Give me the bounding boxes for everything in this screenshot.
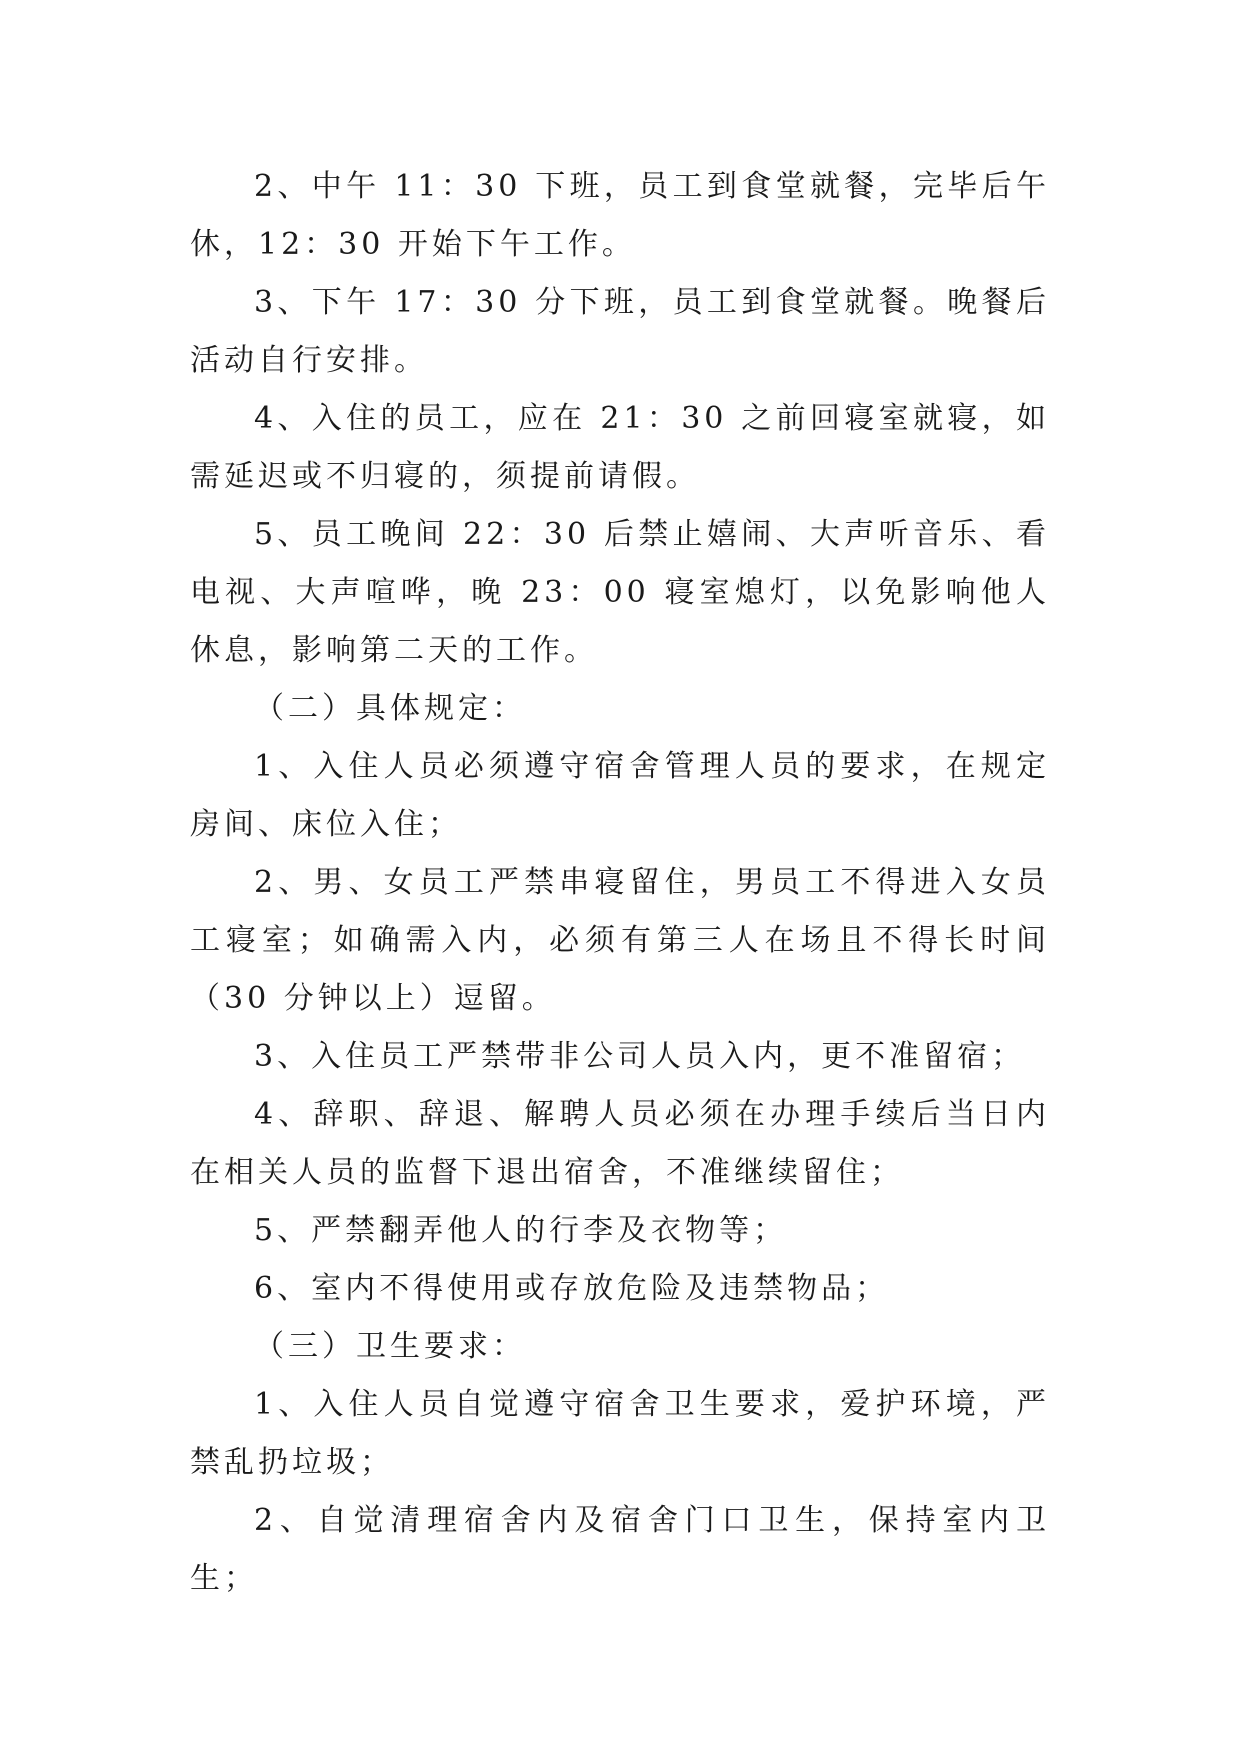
- document-body: [190, 158, 1050, 1608]
- paragraph-rule-6: 6、室内不得使用或存放危险及违禁物品；: [254, 1271, 890, 1306]
- section-heading-specific-rules: （二）具体规定：: [254, 691, 526, 726]
- paragraph-rule-5: 5、严禁翻弄他人的行李及衣物等；: [254, 1213, 788, 1248]
- paragraph-evening-off: 3、下午 17：30 分下班，员工到食堂就餐。晚餐后活动自行安排。: [190, 285, 1050, 378]
- paragraph-rule-4: 4、辞职、辞退、解聘人员必须在办理手续后当日内在相关人员的监督下退出宿舍，不准继续留住；: [190, 1097, 1050, 1190]
- paragraph-rule-2: 2、男、女员工严禁串寝留住，男员工不得进入女员工寝室；如确需入内，必须有第三人在场且不得长时间（30 分钟以上）逗留。: [190, 865, 1050, 1016]
- paragraph-quiet-hours: 5、员工晚间 22：30 后禁止嬉闹、大声听音乐、看电视、大声喧哗，晚 23：00 寝室熄灯，以免影响他人休息，影响第二天的工作。: [190, 517, 1050, 668]
- paragraph-rule-3: 3、入住员工严禁带非公司人员入内，更不准留宿；: [254, 1039, 1026, 1074]
- paragraph-hygiene-1: 1、入住人员自觉遵守宿舍卫生要求，爱护环境，严禁乱扔垃圾；: [190, 1387, 1050, 1480]
- paragraph-hygiene-2: 2、自觉清理宿舍内及宿舍门口卫生，保持室内卫生；: [190, 1503, 1050, 1596]
- paragraph-bedtime: 4、入住的员工，应在 21：30 之前回寝室就寝，如需延迟或不归寝的，须提前请假。: [190, 401, 1050, 494]
- paragraph-lunch-break: 2、中午 11：30 下班，员工到食堂就餐，完毕后午休，12：30 开始下午工作。: [190, 169, 1050, 262]
- paragraph-rule-1: 1、入住人员必须遵守宿舍管理人员的要求，在规定房间、床位入住；: [190, 749, 1050, 842]
- section-heading-hygiene: （三）卫生要求：: [254, 1329, 526, 1364]
